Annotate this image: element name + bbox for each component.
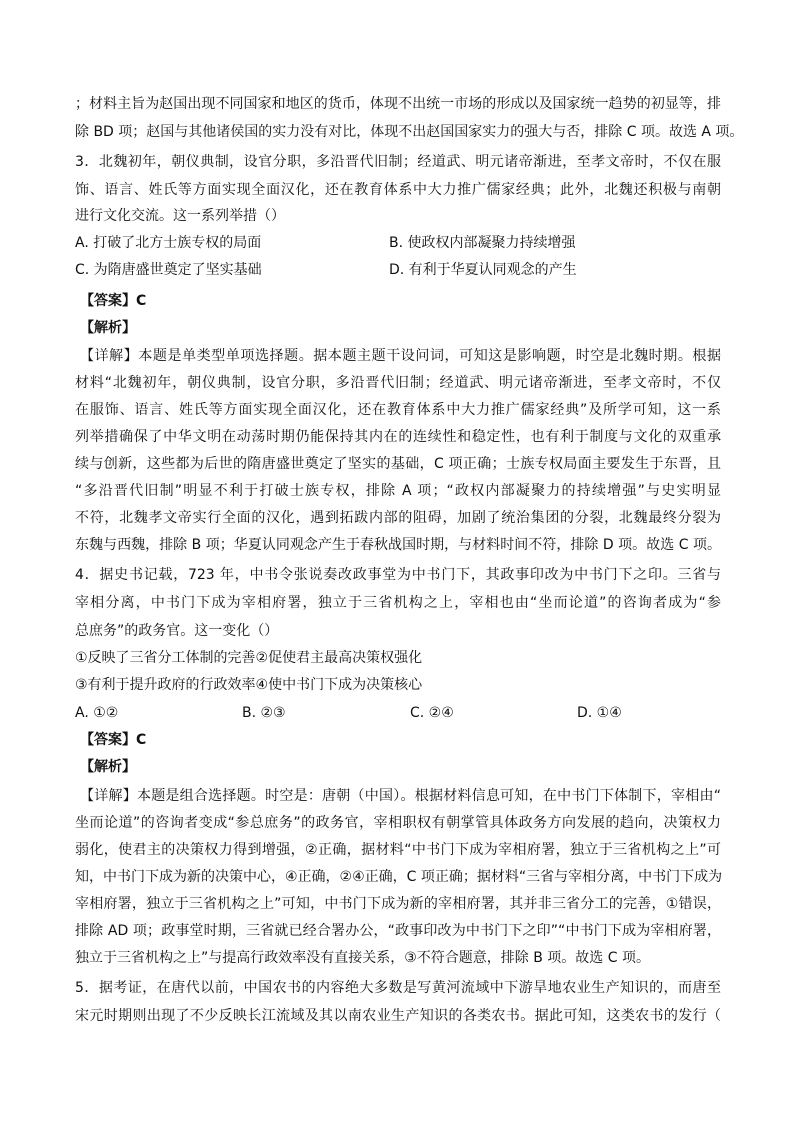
text-line: 在服饰、语言、姓氏等方面实现全面汉化，还在教育体系中大力推广儒家经典”及所学可知，这一系: [75, 402, 721, 418]
text-line: 宰相分离，中书门下成为宰相府署，独立于三省机构之上，宰相也由“坐而论道”的咨询者成为“参: [75, 595, 721, 611]
text-line: 东魏与西魏，排除 B 项；华夏认同观念产生于春秋战国时期，与材料时间不符，排除 D 项。故选 C 项。: [75, 537, 721, 553]
text-line: 饰、语言、姓氏等方面实现全面汉化，还在教育体系中大力推广儒家经典；此外，北魏还积极与南朝: [75, 182, 721, 198]
text-line: 4．据史书记载，723 年，中书令张说奏改政事堂为中书门下，其政事印改为中书门下之印。三省与: [75, 567, 721, 583]
text-line: 【解析】: [80, 759, 136, 775]
text-line: A. ①②: [75, 705, 119, 721]
text-line: C. ②④: [410, 705, 454, 721]
text-line: 【解析】: [80, 320, 136, 336]
text-line: 【详解】本题是单类型单项选择题。据本题主题干设问词，可知这是影响题，时空是北魏时期。根据: [80, 348, 721, 364]
text-line: ③有利于提升政府的行政效率④使中书门下成为决策核心: [75, 677, 423, 693]
text-line: D. ①④: [577, 705, 622, 721]
text-line: ；材料主旨为赵国出现不同国家和地区的货币，体现不出统一市场的形成以及国家统一趋势的初显等，排: [75, 96, 721, 112]
text-line: 【答案】C: [80, 732, 147, 748]
text-line: 材料“北魏初年，朝仪典制，设官分职，多沿晋代旧制；经道武、明元诸帝渐进，至孝文帝时，不仅: [75, 375, 721, 391]
text-line: 独立于三省机构之上”与提高行政效率没有直接关系，③不符合题意，排除 B 项。故选 C 项。: [75, 950, 650, 966]
text-line: 列举措确保了中华文明在动荡时期仍能保持其内在的连续性和稳定性，也有利于制度与文化的双重承: [75, 429, 721, 445]
text-line: 进行文化交流。这一系列举措（）: [75, 208, 285, 224]
text-line: 3．北魏初年，朝仪典制，设官分职，多沿晋代旧制；经道武、明元诸帝渐进，至孝文帝时，不仅在服: [75, 154, 721, 170]
text-line: 总庶务”的政务官。这一变化（）: [75, 623, 279, 639]
text-line: 宋元时期则出现了不少反映长江流域及其以南农业生产知识的各类农书。据此可知，这类农书的发行（: [75, 1008, 721, 1024]
text-line: 【详解】本题是组合选择题。时空是：唐朝（中国）。根据材料信息可知，在中书门下体制下，宰相由“: [80, 788, 721, 804]
text-line: 坐而论道”的咨询者变成“参总庶务”的政务官，宰相职权有朝掌管具体政务方向发展的趋向，决策权力: [75, 815, 721, 831]
text-line: ①反映了三省分工体制的完善②促使君主最高决策权强化: [75, 650, 423, 666]
text-line: 5．据考证，在唐代以前，中国农书的内容绝大多数是写黄河流域中下游旱地农业生产知识的，而唐至: [75, 980, 721, 996]
text-line: C. 为隋唐盛世奠定了坚实基础: [75, 262, 262, 278]
text-line: 知，中书门下成为新的决策中心，④正确，②④正确，C 项正确；据材料“三省与宰相分离，中书门下成为: [75, 869, 723, 885]
text-line: B. ②③: [242, 705, 286, 721]
text-line: 不符，北魏孝文帝实行全面的汉化，遇到拓跋内部的阻碍，加剧了统治集团的分裂，北魏最终分裂为: [75, 510, 721, 526]
text-line: 宰相府署，独立于三省机构之上”可知，中书门下成为新的宰相府署，其并非三省分工的完善，①错误，: [75, 896, 721, 912]
text-line: 除 BD 项；赵国与其他诸侯国的实力没有对比，体现不出赵国国家实力的强大与否，排除 C 项。故选 A 项。: [75, 124, 744, 140]
text-line: 【答案】C: [80, 293, 147, 309]
text-line: 排除 AD 项；政事堂时期，三省就已经合署办公，“政事印改为中书门下之印”“中书门下成为宰相府署，: [75, 923, 721, 939]
text-line: D. 有利于华夏认同观念的产生: [389, 262, 577, 278]
text-line: 续与创新，这些都为后世的隋唐盛世奠定了坚实的基础，C 项正确；士族专权局面主要发生于东晋，且: [75, 456, 721, 472]
text-line: 弱化，使君主的决策权力得到增强，②正确，据材料“中书门下成为宰相府署，独立于三省机构之上”可: [75, 842, 721, 858]
text-line: A. 打破了北方士族专权的局面: [75, 235, 262, 251]
text-line: “多沿晋代旧制”明显不利于打破士族专权，排除 A 项；“政权内部凝聚力的持续增强”与史实明显: [75, 483, 721, 499]
text-line: B. 使政权内部凝聚力持续增强: [389, 235, 576, 251]
